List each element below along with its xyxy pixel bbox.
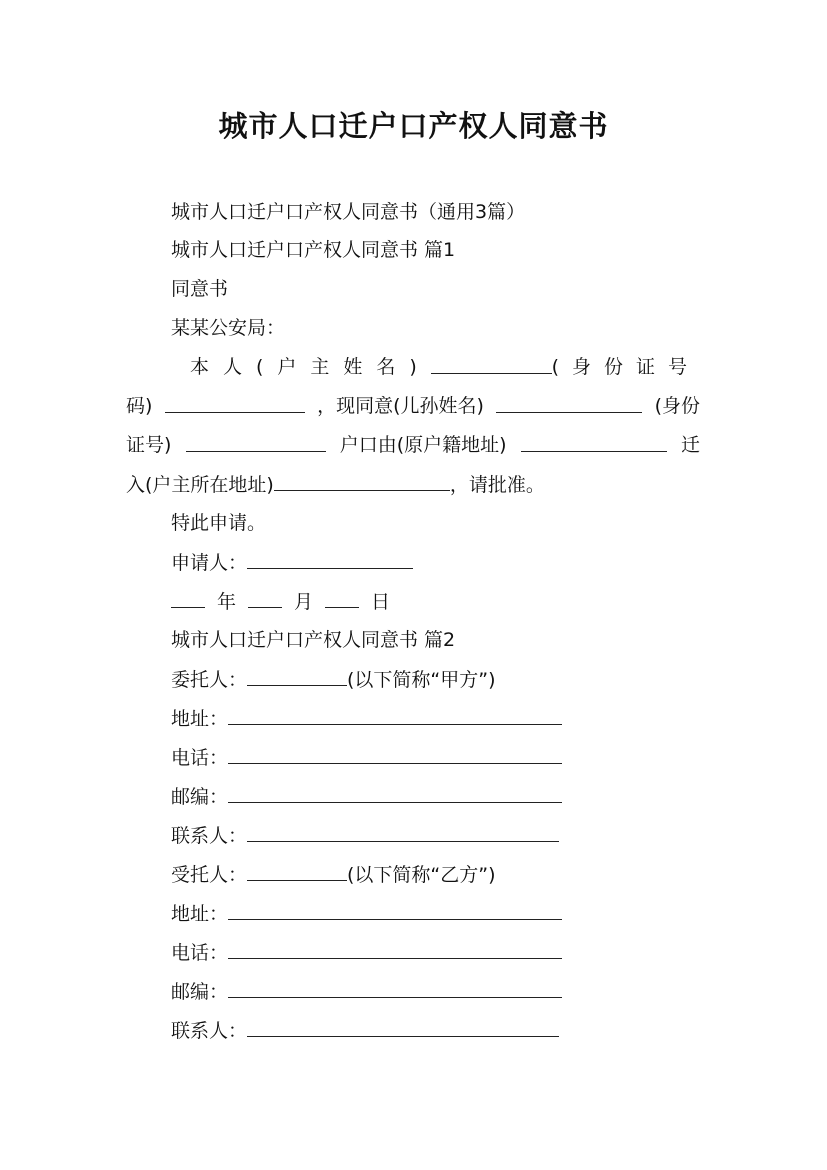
contact-label: 联系人： <box>171 825 248 847</box>
paragraph-text: 码) <box>126 395 153 417</box>
address-blank <box>228 706 562 725</box>
applicant-label: 申请人： <box>171 552 248 574</box>
id-number-blank <box>165 394 305 413</box>
householder-address-blank <box>274 472 450 491</box>
descendant-name-blank <box>496 394 642 413</box>
postcode-blank <box>228 979 562 998</box>
postcode-blank <box>228 784 562 803</box>
householder-name-blank <box>431 355 552 374</box>
month-blank <box>248 589 282 608</box>
addressee: 某某公安局： <box>171 317 286 339</box>
contact-blank <box>247 823 559 842</box>
client-phone-line <box>171 745 562 770</box>
client-label: 委托人： <box>171 669 248 691</box>
agent-label: 受托人： <box>171 864 248 886</box>
agent-phone-line <box>171 940 562 965</box>
document-title: 城市人口迁户口产权人同意书 <box>218 109 609 143</box>
agent-contact-line <box>171 1018 559 1043</box>
agent-postcode-line <box>171 979 562 1004</box>
phone-blank <box>228 745 562 764</box>
paragraph-text: (身份证号 <box>551 356 700 378</box>
applicant-line <box>171 550 413 575</box>
phone-label: 电话： <box>171 747 229 769</box>
client-blank <box>247 667 347 686</box>
address-blank <box>228 901 562 920</box>
date-line <box>171 589 390 614</box>
client-contact-line <box>171 823 559 848</box>
postcode-label: 邮编： <box>171 786 229 808</box>
agent-blank <box>247 862 347 881</box>
agent-line <box>171 862 496 887</box>
subtitle-line: 城市人口迁户口产权人同意书（通用3篇） <box>171 201 526 223</box>
client-postcode-line <box>171 784 562 809</box>
section-heading-1: 城市人口迁户口产权人同意书 篇1 <box>171 239 456 261</box>
closing-line: 特此申请。 <box>171 512 267 534</box>
address-label: 地址： <box>171 903 229 925</box>
section-heading-2: 城市人口迁户口产权人同意书 篇2 <box>171 629 456 651</box>
paragraph-text: 入(户主所在地址) <box>126 474 274 496</box>
applicant-blank <box>247 550 413 569</box>
letter-heading: 同意书 <box>171 278 229 300</box>
agent-alias: (以下简称“乙方”) <box>347 864 496 886</box>
paragraph-line-1 <box>190 355 700 379</box>
paragraph-text: 户口由(原户籍地址) <box>339 434 507 456</box>
paragraph-text: ，现同意(儿孙姓名) <box>317 395 484 417</box>
paragraph-text: 证号) <box>126 434 172 456</box>
phone-blank <box>228 940 562 959</box>
paragraph-text: 迁 <box>680 434 700 456</box>
contact-label: 联系人： <box>171 1020 248 1042</box>
paragraph-text: 本人(户主姓名) <box>190 356 431 378</box>
client-line <box>171 667 496 692</box>
address-label: 地址： <box>171 708 229 730</box>
origin-address-blank <box>521 433 667 452</box>
paragraph-line-3 <box>126 433 700 457</box>
paragraph-text: (身份 <box>654 395 700 417</box>
paragraph-text: ，请批准。 <box>449 474 545 496</box>
year-label: 年 <box>217 591 237 613</box>
client-alias: (以下简称“甲方”) <box>347 669 496 691</box>
day-label: 日 <box>371 591 391 613</box>
id-number-blank-2 <box>186 433 326 452</box>
year-blank <box>171 589 205 608</box>
postcode-label: 邮编： <box>171 981 229 1003</box>
day-blank <box>325 589 359 608</box>
agent-address-line <box>171 901 562 926</box>
paragraph-line-2 <box>126 394 700 418</box>
contact-blank <box>247 1018 559 1037</box>
paragraph-line-4 <box>126 472 545 497</box>
client-address-line <box>171 706 562 731</box>
month-label: 月 <box>294 591 314 613</box>
phone-label: 电话： <box>171 942 229 964</box>
